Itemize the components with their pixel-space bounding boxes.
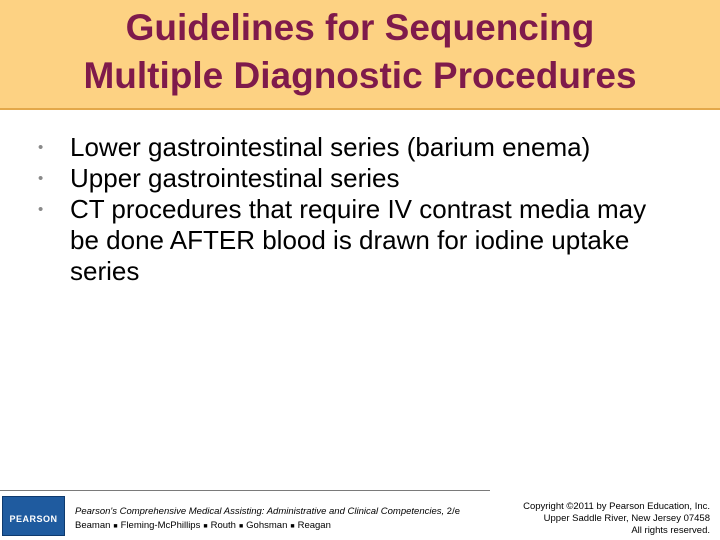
bullet-text: Lower gastrointestinal series (barium enema) [70,132,591,162]
bullet-item [38,194,658,287]
separator-icon: ■ [113,523,118,530]
separator-icon: ■ [203,523,208,530]
bullet-item [38,163,658,194]
title-line-2: Multiple Diagnostic Procedures [83,55,637,96]
copyright-line: All rights reserved. [631,525,710,536]
authors [75,520,331,531]
slide-footer [0,490,720,540]
separator-icon: ■ [238,523,244,530]
bullet-icon: • [38,201,44,218]
bullet-text: CT procedures that require IV contrast media may be done AFTER blood is drawn for iodine uptake series [70,194,647,286]
bullet-list [38,132,658,287]
book-title [75,506,460,517]
copyright-line: Upper Saddle River, New Jersey 07458 [543,513,710,524]
title-divider [0,108,720,110]
bullet-text: Upper gastrointestinal series [70,163,400,193]
copyright [480,501,710,537]
author: Routh [210,520,236,531]
author: Gohsman [246,520,288,531]
pearson-logo [2,496,65,536]
bullet-icon: • [38,139,44,156]
book-edition: 2/e [446,506,460,517]
slide-title [0,4,720,100]
logo-text: PEARSON [9,514,58,524]
copyright-line: Copyright ©2011 by Pearson Education, Inc. [523,501,710,512]
author: Reagan [297,520,331,531]
bullet-icon: • [38,170,44,187]
book-title-text: Pearson's Comprehensive Medical Assisting: Administrative and Clinical Competencies, [75,506,445,517]
bullet-item [38,132,658,163]
separator-icon: ■ [290,523,295,530]
title-line-1: Guidelines for Sequencing [125,7,595,48]
footer-divider [0,490,490,491]
author: Fleming-McPhillips [120,520,201,531]
author: Beaman [75,520,111,531]
